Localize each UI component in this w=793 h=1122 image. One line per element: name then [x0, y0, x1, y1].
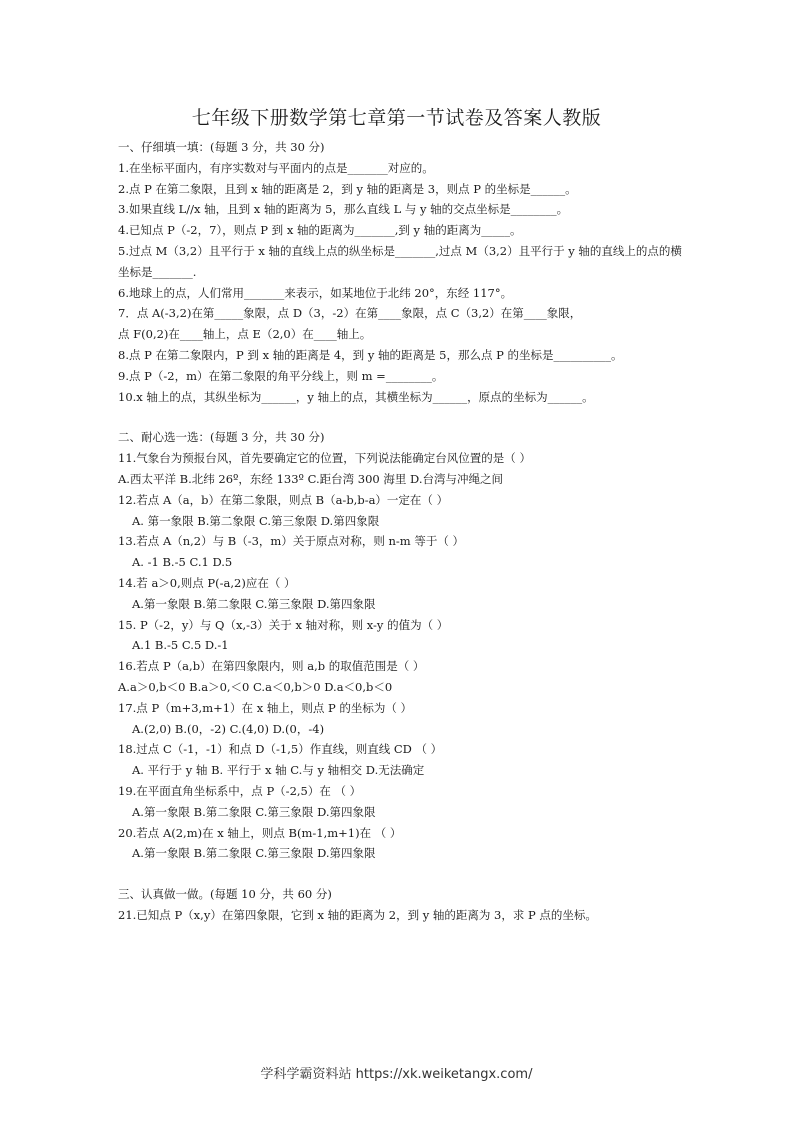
section-gap	[118, 407, 683, 427]
question-8: 8.点 P 在第二象限内，P 到 x 轴的距离是 4，到 y 轴的距离是 5，那么点 P 的坐标是__________。	[118, 347, 623, 362]
question-12-options: A. 第一象限 B.第二象限 C.第三象限 D.第四象限	[132, 513, 380, 528]
question-17: 17.点 P（m+3,m+1）在 x 轴上，则点 P 的坐标为（ ）	[118, 700, 413, 715]
question-1: 1.在坐标平面内，有序实数对与平面内的点是_______对应的。	[118, 160, 434, 175]
section-3-header: 三、认真做一做。(每题 10 分，共 60 分)	[118, 887, 332, 902]
footer-watermark: 学科学霸资料站 https://xk.weiketangx.com/	[260, 1067, 533, 1082]
question-21: 21.已知点 P（x,y）在第四象限，它到 x 轴的距离为 2，到 y 轴的距离为 3，求 P 点的坐标。	[118, 907, 597, 922]
question-15-options: A.1 B.-5 C.5 D.-1	[132, 638, 229, 653]
section-2-header: 二、耐心选一选：(每题 3 分，共 30 分)	[118, 430, 325, 445]
question-6: 6.地球上的点，人们常用_______来表示，如某地位于北纬 20°，东经 117°。	[118, 285, 513, 300]
question-7-line-2: 点 F(0,2)在____轴上，点 E（2,0）在____轴上。	[118, 327, 372, 342]
question-19-options: A.第一象限 B.第二象限 C.第三象限 D.第四象限	[132, 804, 376, 819]
question-2: 2.点 P 在第二象限，且到 x 轴的距离是 2，到 y 轴的距离是 3，则点 P 的坐标是______。	[118, 181, 577, 196]
question-18-options: A. 平行于 y 轴 B. 平行于 x 轴 C.与 y 轴相交 D.无法确定	[132, 763, 425, 778]
question-13: 13.若点 A（n,2）与 B（-3，m）关于原点对称，则 n-m 等于（ ）	[118, 534, 465, 549]
question-15: 15. P（-2，y）与 Q（x,-3）关于 x 轴对称，则 x-y 的值为（ ）	[118, 617, 449, 632]
question-16-options: A.a＞0,b＜0 B.a＞0,＜0 C.a＜0,b＞0 D.a＜0,b＜0	[118, 679, 393, 694]
question-12: 12.若点 A（a，b）在第二象限，则点 B（a-b,b-a）一定在（ ）	[118, 492, 449, 507]
question-20: 20.若点 A(2,m)在 x 轴上，则点 B(m-1,m+1)在 （ ）	[118, 825, 402, 840]
question-3: 3.如果直线 L//x 轴，且到 x 轴的距离为 5，那么直线 L 与 y 轴的交点坐标是________。	[118, 202, 569, 217]
question-20-options: A.第一象限 B.第二象限 C.第三象限 D.第四象限	[132, 846, 376, 861]
question-11-options: A.西太平洋 B.北纬 26º，东经 133º C.距台湾 300 海里 D.台湾与冲绳之间	[118, 471, 504, 486]
question-18: 18.过点 C（-1，-1）和点 D（-1,5）作直线，则直线 CD （ ）	[118, 742, 443, 757]
question-11: 11.气象台为预报台风，首先要确定它的位置，下列说法能确定台风位置的是（ ）	[118, 451, 531, 466]
question-5: 5.过点 M（3,2）且平行于 x 轴的直线上点的纵坐标是_______,过点 M（3,2）且平行于 y 轴的直线上的点的横坐标是_______.	[118, 243, 682, 279]
section-gap	[118, 864, 683, 884]
question-16: 16.若点 P（a,b）在第四象限内，则 a,b 的取值范围是（ ）	[118, 659, 425, 674]
question-7-line-1: 7．点 A(-3,2)在第_____象限，点 D（3，-2）在第____象限，点 C（3,2）在第____象限，	[118, 306, 582, 321]
question-19: 19.在平面直角坐标系中，点 P（-2,5）在 （ ）	[118, 783, 362, 798]
question-17-options: A.(2,0) B.(0，-2) C.(4,0) D.(0，-4)	[132, 721, 325, 736]
question-14-options: A.第一象限 B.第二象限 C.第三象限 D.第四象限	[132, 596, 376, 611]
question-13-options: A. -1 B.-5 C.1 D.5	[132, 555, 233, 570]
exam-content	[118, 137, 683, 926]
question-14: 14.若 a＞0,则点 P(-a,2)应在（ ）	[118, 575, 296, 590]
section-1-header: 一、仔细填一填：(每题 3 分，共 30 分)	[118, 140, 325, 154]
page-title: 七年级下册数学第七章第一节试卷及答案人教版	[191, 107, 602, 129]
question-4: 4.已知点 P（-2，7），则点 P 到 x 轴的距离为_______,到 y 轴的距离为_____。	[118, 223, 522, 238]
question-9: 9.点 P（-2，m）在第二象限的角平分线上，则 m =________。	[118, 368, 444, 383]
question-10: 10.x 轴上的点，其纵坐标为______，y 轴上的点，其横坐标为______，原点的坐标为______。	[118, 389, 594, 404]
